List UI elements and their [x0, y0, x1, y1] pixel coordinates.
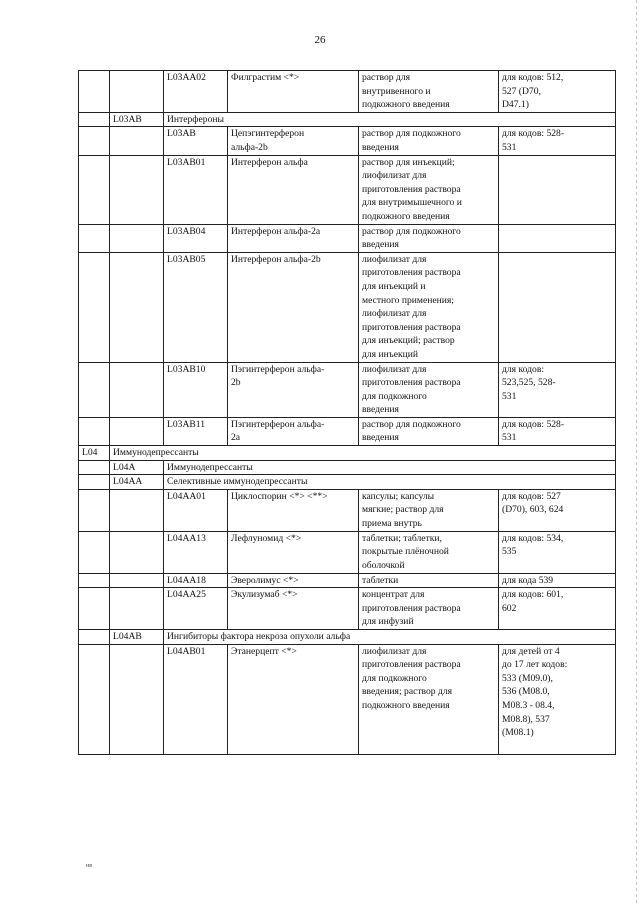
atc-code: L04AB01: [164, 644, 228, 754]
table-row: [79, 531, 616, 573]
group-name: Ингибиторы фактора некроза опухоли альфа: [164, 630, 616, 645]
group-name: Иммунодепрессанты: [164, 460, 616, 475]
dosage-form: лиофилизат для приготовления раствора для подкожного введения: [359, 362, 499, 417]
atc-code: L03AB10: [164, 362, 228, 417]
empty-cell: [110, 573, 164, 588]
group-code: L04AB: [110, 630, 164, 645]
group-name: Селективные иммунодепрессанты: [164, 475, 616, 490]
empty-cell: [79, 630, 110, 645]
table-row: [79, 417, 616, 445]
dosage-form: раствор для внутривенного и подкожного введения: [359, 71, 499, 113]
empty-cell: [79, 362, 110, 417]
empty-cell: [79, 460, 110, 475]
empty-cell: [79, 531, 110, 573]
empty-cell: [110, 155, 164, 224]
drug-name: Лефлуномид <*>: [228, 531, 359, 573]
atc-code: L03AB04: [164, 224, 228, 252]
section-code: L04: [79, 446, 110, 461]
empty-cell: [79, 127, 110, 155]
dosage-form: раствор для подкожного введения: [359, 224, 499, 252]
empty-cell: [79, 417, 110, 445]
usage-codes: для кодов: 528- 531: [499, 417, 616, 445]
dosage-form: раствор для инъекций; лиофилизат для приготовления раствора для внутримышечного и подкожного введения: [359, 155, 499, 224]
dosage-form: капсулы; капсулы мягкие; раствор для приема внутрь: [359, 489, 499, 531]
drug-name: Циклоспорин <*> <**>: [228, 489, 359, 531]
group-name: Интерфероны: [164, 112, 616, 127]
table-row: [79, 573, 616, 588]
dosage-form: лиофилизат для приготовления раствора для подкожного введения; раствор для подкожного введения: [359, 644, 499, 754]
table-row: [79, 446, 616, 461]
table-row: [79, 112, 616, 127]
empty-cell: [79, 224, 110, 252]
empty-cell: [79, 475, 110, 490]
drug-name: Пэгинтерферон альфа- 2b: [228, 362, 359, 417]
usage-codes: для кодов: 527 (D70), 603, 624: [499, 489, 616, 531]
drug-name: Филграстим <*>: [228, 71, 359, 113]
empty-cell: [79, 489, 110, 531]
table-row: [79, 127, 616, 155]
drug-name: Интерферон альфа-2а: [228, 224, 359, 252]
empty-cell: [110, 531, 164, 573]
footer-mark: нв: [86, 863, 93, 869]
empty-cell: [110, 489, 164, 531]
table-row: [79, 224, 616, 252]
scan-edge: [636, 0, 637, 905]
drug-name: Интерферон альфа-2b: [228, 252, 359, 362]
table-row: [79, 489, 616, 531]
dosage-form: раствор для подкожного введения: [359, 417, 499, 445]
empty-cell: [110, 252, 164, 362]
atc-code: L03AA02: [164, 71, 228, 113]
empty-cell: [110, 588, 164, 630]
usage-codes: [499, 155, 616, 224]
dosage-form: таблетки; таблетки, покрытые плёночной оболочкой: [359, 531, 499, 573]
table-row: [79, 475, 616, 490]
usage-codes: для кодов: 601, 602: [499, 588, 616, 630]
drug-name: Пэгинтерферон альфа- 2а: [228, 417, 359, 445]
table-row: [79, 630, 616, 645]
empty-cell: [110, 127, 164, 155]
usage-codes: [499, 252, 616, 362]
usage-codes: для кода 539: [499, 573, 616, 588]
usage-codes: для кодов: 523,525, 528- 531: [499, 362, 616, 417]
atc-code: L03AB05: [164, 252, 228, 362]
atc-code: L03AB11: [164, 417, 228, 445]
table-row: [79, 644, 616, 754]
empty-cell: [79, 252, 110, 362]
empty-cell: [110, 224, 164, 252]
empty-cell: [79, 155, 110, 224]
drug-table: [78, 70, 616, 755]
atc-code: L04AA13: [164, 531, 228, 573]
atc-code: L04AA25: [164, 588, 228, 630]
dosage-form: лиофилизат для приготовления раствора для инъекций и местного применения; лиофилизат для приготовления раствора для инъекций; раствор для инъекций: [359, 252, 499, 362]
usage-codes: для кодов: 528- 531: [499, 127, 616, 155]
drug-name: Этанерцепт <*>: [228, 644, 359, 754]
page-number: 26: [314, 34, 326, 46]
empty-cell: [110, 417, 164, 445]
empty-cell: [79, 588, 110, 630]
usage-codes: для кодов: 534, 535: [499, 531, 616, 573]
usage-codes: для кодов: 512, 527 (D70, D47.1): [499, 71, 616, 113]
usage-codes: для детей от 4 до 17 лет кодов: 533 (M09.0), 536 (M08.0, M08.3 - 08.4, M08.8), 537 (M08.1): [499, 644, 616, 754]
atc-code: L03AB01: [164, 155, 228, 224]
table-row: [79, 71, 616, 113]
usage-codes: [499, 224, 616, 252]
empty-cell: [79, 71, 110, 113]
group-code: L03AB: [110, 112, 164, 127]
atc-code: L04AA01: [164, 489, 228, 531]
empty-cell: [110, 362, 164, 417]
atc-code: L03AB: [164, 127, 228, 155]
table-row: [79, 155, 616, 224]
drug-name: Цепэгинтерферон альфа-2b: [228, 127, 359, 155]
table-row: [79, 252, 616, 362]
dosage-form: таблетки: [359, 573, 499, 588]
dosage-form: концентрат для приготовления раствора для инфузий: [359, 588, 499, 630]
drug-name: Экулизумаб <*>: [228, 588, 359, 630]
drug-name: Интерферон альфа: [228, 155, 359, 224]
empty-cell: [79, 644, 110, 754]
empty-cell: [79, 112, 110, 127]
atc-code: L04AA18: [164, 573, 228, 588]
table-row: [79, 588, 616, 630]
section-name: Иммунодепрессанты: [110, 446, 616, 461]
drug-name: Эверолимус <*>: [228, 573, 359, 588]
group-code: L04A: [110, 460, 164, 475]
table-row: [79, 460, 616, 475]
empty-cell: [110, 71, 164, 113]
empty-cell: [110, 644, 164, 754]
empty-cell: [79, 573, 110, 588]
dosage-form: раствор для подкожного введения: [359, 127, 499, 155]
group-code: L04AA: [110, 475, 164, 490]
table-row: [79, 362, 616, 417]
